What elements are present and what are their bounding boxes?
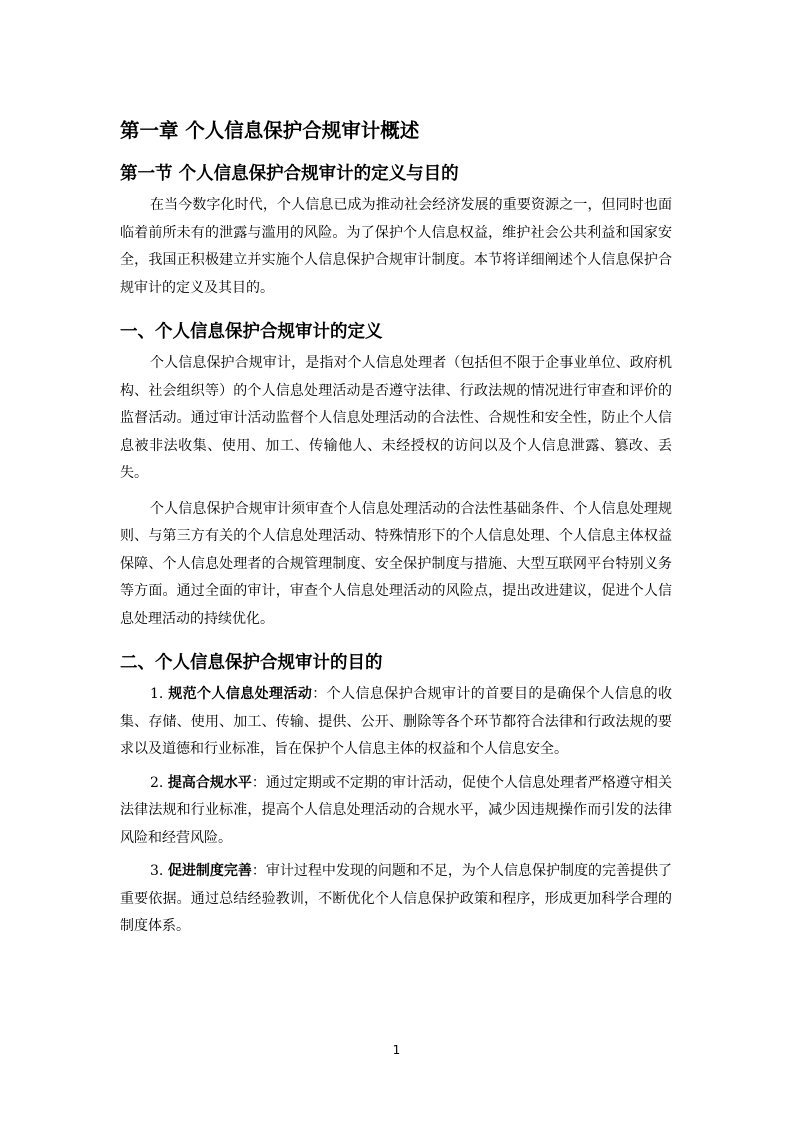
purpose-term: 规范个人信息处理活动 xyxy=(168,686,313,702)
purpose-term: 提高合规水平 xyxy=(167,774,252,791)
purpose-number: 2. xyxy=(150,774,164,791)
definition-paragraph-1: 个人信息保护合规审计，是指对个人信息处理者（包括但不限于企事业单位、政府机构、社会组织等）的个人信息处理活动是否遵守法律、行政法规的情况进行审查和评价的监督活动。通过审计活动监督个人信息处理活动的合法性、合规性和安全性，防止个人信息被非法收集、使用、加工、传输他人、未经授权的访问以及个人信息泄露、篡改、丢失。 xyxy=(120,355,672,481)
definition-paragraph-2: 个人信息保护合规审计须审查个人信息处理活动的合法性基础条件、个人信息处理规则、与第三方有关的个人信息处理活动、特殊情形下的个人信息处理、个人信息主体权益保障、个人信息处理者的合规管理制度、安全保护制度与措施、大型互联网平台特别义务等方面。通过全面的审计，审查个人信息处理活动的风险点，提出改进建议，促进个人信息处理活动的持续优化。 xyxy=(120,500,672,627)
chapter-title: 第一章 个人信息保护合规审计概述 xyxy=(120,119,420,142)
purpose-number: 1. xyxy=(150,686,164,702)
heading-definition: 一、个人信息保护合规审计的定义 xyxy=(120,322,383,342)
purpose-text: ：个人信息保护合规审计的首要目的是确保个人信息的收集、存储、使用、加工、传输、提供、公开、删除等各个环节都符合法律和行政法规的要求以及道德和行业标准，旨在保护个人信息主体的权益和个人信息安全。 xyxy=(120,686,673,757)
purpose-item xyxy=(120,770,672,853)
section-title: 第一节 个人信息保护合规审计的定义与目的 xyxy=(120,164,459,184)
purpose-term: 促进制度完善 xyxy=(167,863,252,879)
purpose-item xyxy=(120,681,672,764)
purpose-number: 3. xyxy=(150,863,164,879)
intro-paragraph: 在当今数字化时代，个人信息已成为推动社会经济发展的重要资源之一，但同时也面临着前所未有的泄露与滥用的风险。为了保护个人信息权益，维护社会公共利益和国家安全，我国正积极建立并实施个人信息保护合规审计制度。本节将详细阐述个人信息保护合规审计的定义及其目的。 xyxy=(120,197,672,296)
purpose-item xyxy=(120,858,672,941)
page-number: 1 xyxy=(392,1043,401,1057)
page-content xyxy=(120,116,672,947)
purpose-text: ：审计过程中发现的问题和不足，为个人信息保护制度的完善提供了重要依据。通过总结经验教训，不断优化个人信息保护政策和程序，形成更加科学合理的制度体系。 xyxy=(120,863,673,934)
heading-purpose: 二、个人信息保护合规审计的目的 xyxy=(120,653,383,673)
purpose-text: ：通过定期或不定期的审计活动，促使个人信息处理者严格遵守相关法律法规和行业标准，提高个人信息处理活动的合规水平，减少因违规操作而引发的法律风险和经营风险。 xyxy=(120,774,673,846)
